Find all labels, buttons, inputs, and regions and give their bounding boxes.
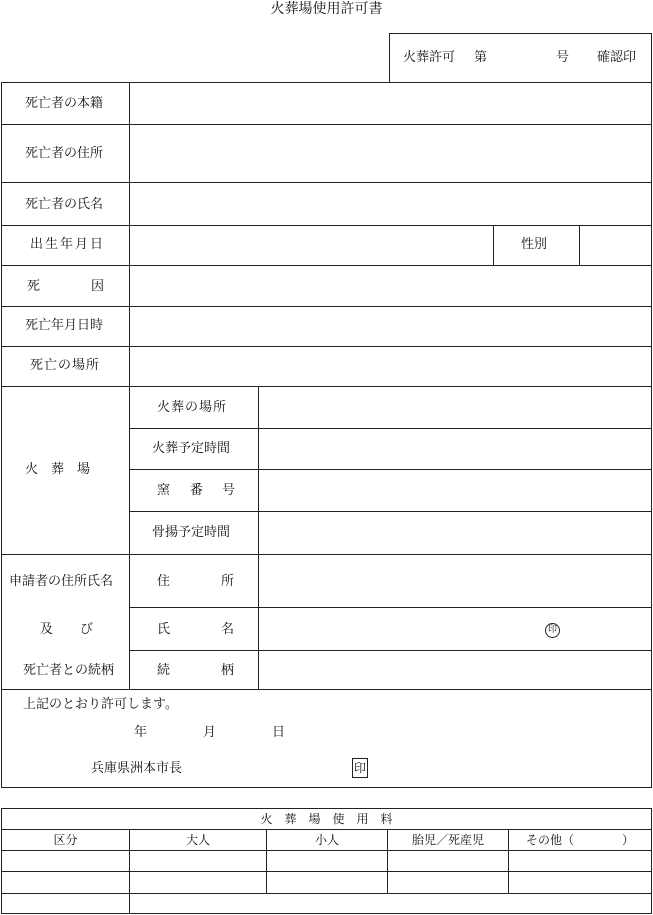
label-applicant-address-2: 所 <box>221 574 235 589</box>
fee-row-1-category[interactable] <box>2 851 129 870</box>
label-deceased-name: 死亡者の氏名 <box>25 197 104 212</box>
fee-header-child: 小人 <box>314 833 339 847</box>
fee-header-other: その他（ ） <box>525 833 634 847</box>
approval-year-label: 年 <box>134 725 148 740</box>
label-applicant-line2-2: び <box>80 622 94 637</box>
bone-collection-time-field[interactable] <box>260 513 650 553</box>
relationship-field[interactable] <box>260 652 650 688</box>
label-honseki: 死亡者の本籍 <box>25 96 104 111</box>
fee-row-1-other[interactable] <box>509 851 651 870</box>
fee-row-2-fetus[interactable] <box>388 872 508 892</box>
fee-header-adult: 大人 <box>185 833 210 847</box>
fee-row-1-fetus[interactable] <box>388 851 508 870</box>
label-cremation-place: 火葬の場所 <box>157 400 228 415</box>
death-place-field[interactable] <box>131 348 650 385</box>
cause-of-death-field[interactable] <box>131 267 650 305</box>
fee-table-title: 火 葬 場 使 用 料 <box>260 812 393 826</box>
applicant-seal-mark: 印 <box>545 623 560 638</box>
fee-total-field[interactable] <box>130 894 651 912</box>
scheduled-time-field[interactable] <box>260 430 650 468</box>
fee-row-1-child[interactable] <box>267 851 387 870</box>
label-crematorium-group: 火 葬 場 <box>25 462 91 477</box>
label-cause-1: 死 <box>27 279 41 294</box>
label-death-place: 死亡の場所 <box>30 358 101 373</box>
sex-field[interactable] <box>581 227 650 264</box>
label-applicant-line1: 申請者の住所氏名 <box>9 574 114 589</box>
label-cause-2: 因 <box>91 279 105 294</box>
label-kiln-1: 窯 <box>157 483 171 498</box>
fee-row-2-other[interactable] <box>509 872 651 892</box>
approval-day-label: 日 <box>272 725 286 740</box>
issuer-name: 兵庫県洲本市長 <box>91 761 183 776</box>
fee-header-category: 区分 <box>53 833 78 847</box>
fee-header-fetus: 胎児／死産児 <box>411 833 484 847</box>
label-applicant-name-2: 名 <box>221 622 235 637</box>
label-death-datetime: 死亡年月日時 <box>25 318 104 333</box>
label-applicant-name-1: 氏 <box>157 622 171 637</box>
fee-row-1-adult[interactable] <box>130 851 266 870</box>
applicant-address-field[interactable] <box>260 556 650 606</box>
approval-month-label: 月 <box>203 725 217 740</box>
confirm-seal-label: 確認印 <box>597 50 637 65</box>
document-title: 火葬場使用許可書 <box>270 1 383 17</box>
fee-row-2-adult[interactable] <box>130 872 266 892</box>
approval-statement: 上記のとおり許可します。 <box>23 697 178 712</box>
death-datetime-field[interactable] <box>131 308 650 345</box>
permit-number-label: 火葬許可 <box>403 50 456 65</box>
label-kiln-2: 番 <box>190 483 204 498</box>
label-kiln-3: 号 <box>222 483 236 498</box>
deceased-address-field[interactable] <box>131 126 650 181</box>
label-applicant-line3: 死亡者との続柄 <box>23 663 115 678</box>
label-relationship-1: 続 <box>157 663 171 678</box>
label-relationship-2: 柄 <box>221 663 235 678</box>
label-applicant-address-1: 住 <box>157 574 171 589</box>
label-applicant-line2-1: 及 <box>40 622 54 637</box>
birth-date-field[interactable] <box>131 227 491 264</box>
fee-row-2-category[interactable] <box>2 872 129 892</box>
applicant-name-field[interactable] <box>260 609 650 649</box>
kiln-number-field[interactable] <box>260 471 650 510</box>
label-birth-date: 出生年月日 <box>30 237 106 252</box>
label-sex: 性別 <box>521 237 548 252</box>
issuer-seal-box: 印 <box>352 758 368 778</box>
label-scheduled-time: 火葬予定時間 <box>152 441 231 456</box>
deceased-name-field[interactable] <box>131 184 650 224</box>
fee-row-2-child[interactable] <box>267 872 387 892</box>
permit-dai-label: 第 <box>474 50 488 65</box>
permit-go-label: 号 <box>556 50 570 65</box>
label-deceased-address: 死亡者の住所 <box>25 146 104 161</box>
cremation-place-field[interactable] <box>260 388 650 427</box>
honseki-field[interactable] <box>131 84 650 123</box>
label-bone-time: 骨揚予定時間 <box>152 525 231 540</box>
fee-total-label-cell[interactable] <box>2 894 129 912</box>
